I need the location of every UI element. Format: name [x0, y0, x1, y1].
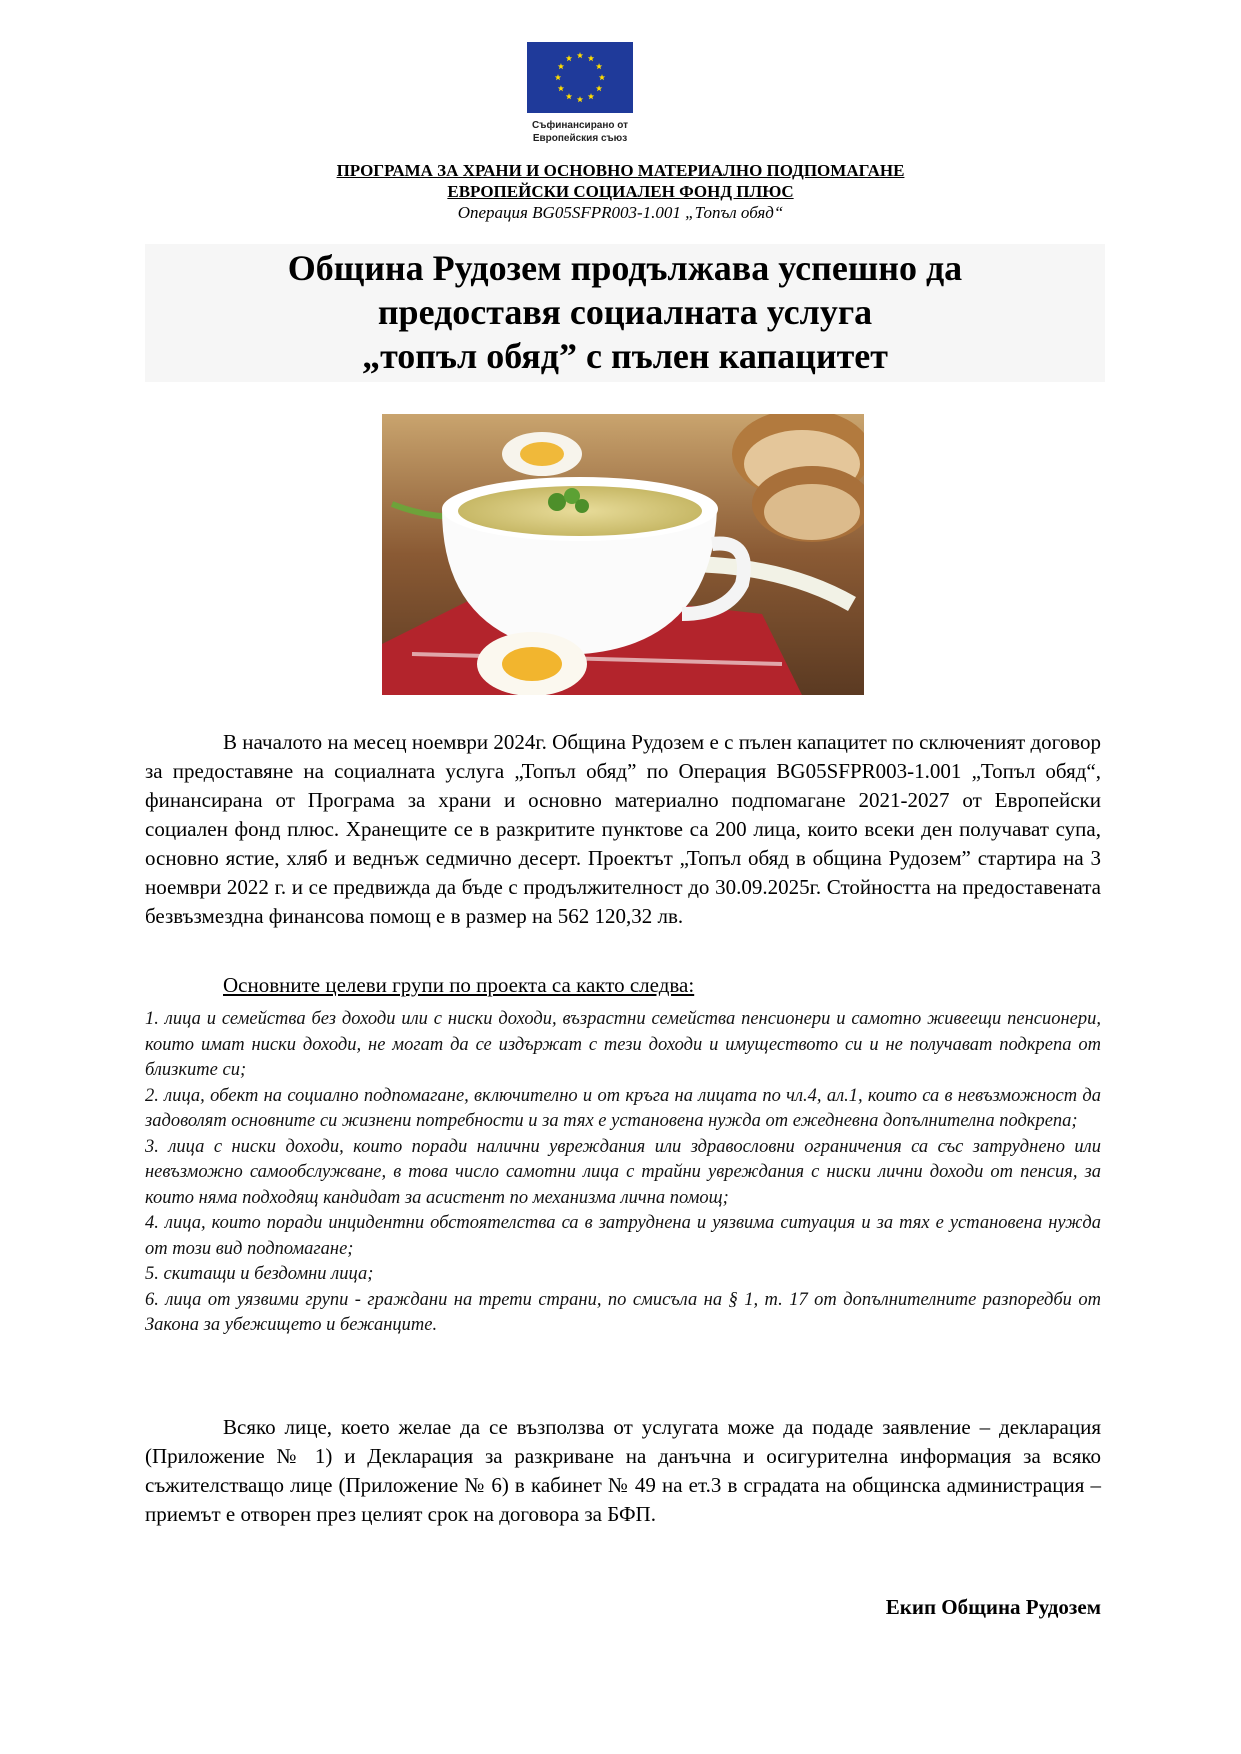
list-item: 3. лица с ниски доходи, които поради налични увреждания или здравословни ограничения са със затруднено или невъзможно самообслужване, в това число самотни лица с трайни увреждания с ниски лични доходи от пенсия, за които няма подходящ кандидат за асистент по механизма лична помощ; — [145, 1136, 1101, 1208]
program-name: ПРОГРАМА ЗА ХРАНИ И ОСНОВНО МАТЕРИАЛНО ПОДПОМАГАНЕ — [336, 161, 905, 180]
intro-paragraph: В началото на месец ноември 2024г. Община Рудозем е с пълен капацитет по сключеният договор за предоставяне на социалната услуга „Топъл обяд” по Операция BG05SFPR003-1.001 „Топъл обяд“, финансирана от Програма за храни и основно материално подпомагане 2021-2027 от Европейски социален фонд плюс. Хранещите се в разкритите пунктове са 200 лица, които всеки ден получават супа, основно ястие, хляб и веднъж седмично десерт. Проектът „Топъл обяд в община Рудозем” стартира на 3 ноември 2022 г. и се предвижда да бъде с продължителност до 30.09.2025г. Стойността на предоставената безвъзмездна финансова помощ е в размер на 562 120,32 лв. — [145, 730, 1101, 928]
program-header — [0, 160, 1241, 223]
list-item: 2. лица, обект на социално подпомагане, включително и от кръга на лицата по чл.4, ал.1, които са в невъзможност да задоволят основните си жизнени потребности и за тях е установена нужда от ежедневна допълнителна подкрепа; — [145, 1085, 1101, 1131]
page-title: Община Рудозем продължава успешно да предоставя социалната услуга „топъл обяд” с пълен капацитет — [287, 248, 963, 376]
fund-name: ЕВРОПЕЙСКИ СОЦИАЛЕН ФОНД ПЛЮС — [447, 182, 794, 201]
target-groups-heading: Основните целеви групи по проекта са както следва: — [223, 973, 695, 997]
operation-name: Операция BG05SFPR003-1.001 „Топъл обяд“ — [457, 203, 784, 222]
signature: Екип Община Рудозем — [885, 1595, 1101, 1619]
list-item: 4. лица, които поради инцидентни обстоятелства са в затруднена и уязвима ситуация и за тях е установена нужда от този вид подпомагане; — [145, 1213, 1101, 1259]
cofunded-label: Съфинансирано от Европейския съюз — [531, 120, 629, 144]
target-groups-list — [145, 1007, 1101, 1339]
title-box — [145, 244, 1105, 382]
eu-logo — [527, 42, 633, 145]
list-item: 6. лица от уязвими групи - граждани на трети страни, по смисъла на § 1, т. 17 от допълнителните разпоредби от Закона за убежището и бежанците. — [145, 1289, 1101, 1335]
soup-photo — [382, 414, 864, 695]
list-item: 1. лица и семейства без доходи или с ниски доходи, възрастни семейства пенсионери и самотно живеещи пенсионери, които имат ниски доходи, не могат да се издържат с тези доходи и имуществото си и не получават подкрепа от близките си; — [145, 1009, 1101, 1080]
eu-flag-icon — [527, 42, 633, 113]
application-paragraph: Всяко лице, което желае да се възползва от услугата може да подаде заявление – декларация (Приложение № 1) и Декларация за разкриване на данъчна и осигурителна информация за всяко съжителстващо лице (Приложение № 6) в кабинет № 49 на ет.3 в сградата на общинска администрация – приемът е отворен през целият срок на договора за БФП. — [145, 1415, 1101, 1526]
list-item: 5. скитащи и бездомни лица; — [145, 1264, 374, 1284]
